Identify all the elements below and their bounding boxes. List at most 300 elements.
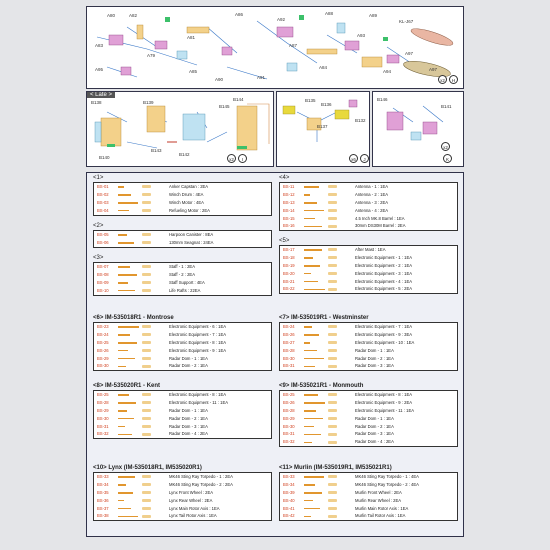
- part-row: [280, 489, 457, 497]
- part-code: BS-25: [97, 392, 109, 397]
- section-6: [93, 315, 272, 371]
- part-code: BS-34: [97, 481, 109, 487]
- part-description: Electronic Equipment - 8 : 1EA: [355, 392, 413, 397]
- part-drawing: [118, 202, 138, 204]
- part-description: Electronic Equipment - 11 : 1EA: [169, 399, 229, 405]
- part-drawing: [142, 491, 151, 494]
- part-description: Radar Dom - 2 : 1EA: [169, 415, 208, 421]
- part-drawing: [328, 475, 337, 478]
- part-drawing: [142, 417, 151, 420]
- part-drawing: [118, 266, 130, 268]
- part-label: A83: [95, 43, 104, 48]
- part-code: BS-02: [97, 191, 109, 197]
- part-code: BS-24: [97, 331, 109, 337]
- part-code: BS-15: [283, 215, 295, 221]
- part-description: Electronic Equipment - 8 : 1EA: [169, 339, 227, 345]
- part-drawing: [304, 218, 315, 220]
- part-row: [280, 399, 457, 407]
- part-label: B144: [233, 97, 244, 102]
- part-drawing: [328, 433, 337, 436]
- part-label: B145: [219, 104, 230, 109]
- part-drawing: [142, 349, 151, 352]
- section-11: [279, 465, 458, 521]
- part-code: BS-30: [97, 363, 109, 369]
- part-label: B142: [179, 152, 190, 157]
- section-3: [93, 255, 272, 296]
- part-row: [94, 505, 271, 513]
- part-description: Antenna - 4 : 2EA: [355, 207, 389, 213]
- part-label: A89: [369, 13, 378, 18]
- part-drawing: [142, 365, 151, 368]
- part-code: BS-09: [97, 279, 109, 285]
- part-drawing: [142, 515, 151, 518]
- part-code: BS-23: [97, 324, 109, 329]
- part-label: B132: [355, 118, 366, 123]
- part-row: [94, 199, 271, 207]
- part-row: [94, 183, 271, 191]
- part-label: KL-J67: [399, 19, 414, 24]
- part-code: BS-21: [283, 278, 295, 284]
- part-row: [94, 430, 271, 438]
- part-code: BS-26: [283, 399, 295, 405]
- part-code: BS-33: [97, 474, 109, 479]
- part-code: BS-13: [283, 199, 295, 205]
- part-code: BS-08: [97, 271, 109, 277]
- part-drawing: [142, 433, 151, 436]
- part-description: Antenna - 1 : 1EA: [355, 184, 389, 189]
- part-description: Electronic Equipment - 8 : 1EA: [169, 392, 227, 397]
- part-row: [94, 423, 271, 431]
- part-drawing: [328, 217, 337, 220]
- part-drawing: [142, 241, 151, 244]
- part-row: [280, 512, 457, 520]
- part-code: BS-28: [97, 399, 109, 405]
- part-drawing: [304, 358, 324, 360]
- part-code: BS-10: [97, 287, 109, 293]
- part-label: A97: [429, 67, 438, 72]
- quantity-badge: x2: [441, 142, 450, 151]
- part-row: [94, 489, 271, 497]
- part-drawing: [142, 425, 151, 428]
- part-row: [94, 239, 271, 247]
- part-code: BS-32: [283, 439, 295, 445]
- part-label: A91: [257, 75, 266, 80]
- part-row: [94, 355, 271, 363]
- part-label: B139: [143, 100, 154, 105]
- part-description: Staff - 1 : 2EA: [169, 264, 195, 269]
- part-drawing: [304, 442, 312, 444]
- part-code: BS-05: [97, 232, 109, 237]
- part-drawing: [304, 492, 322, 494]
- part-description: Electronic Equipment - 4 : 1EA: [355, 278, 413, 284]
- part-row: [280, 199, 457, 207]
- part-code: BS-36: [97, 497, 109, 503]
- part-drawing: [304, 402, 325, 404]
- part-description: 30mm DS30M Barrel : 2EA: [355, 223, 406, 229]
- part-drawing: [118, 508, 131, 510]
- part-code: BS-28: [283, 347, 295, 353]
- part-drawing: [304, 418, 323, 420]
- part-description: Electronic Equipment - 10 : 1EA: [355, 339, 415, 345]
- part-drawing: [118, 426, 125, 428]
- part-description: Radar Dom - 2 : 1EA: [355, 423, 394, 429]
- part-description: Radar Dom - 3 : 1EA: [169, 423, 208, 429]
- part-drawing: [304, 326, 312, 328]
- part-row: [94, 347, 271, 355]
- part-label: A85: [189, 69, 198, 74]
- part-row: [280, 246, 457, 254]
- section-title: <5>: [279, 238, 290, 244]
- part-drawing: [304, 273, 311, 275]
- part-drawing: [328, 425, 337, 428]
- part-row: [94, 362, 271, 370]
- part-row: [280, 473, 457, 481]
- top-assembly-panel: [86, 6, 464, 89]
- part-label: A87: [289, 43, 298, 48]
- step-badge: H: [449, 75, 458, 84]
- part-drawing: [118, 290, 135, 292]
- part-row: [94, 323, 271, 331]
- parts-box: [279, 245, 458, 294]
- part-code: BS-41: [283, 505, 295, 511]
- part-row: [280, 423, 457, 431]
- part-code: BS-34: [283, 481, 295, 487]
- part-code: BS-19: [283, 262, 295, 268]
- part-drawing: [142, 483, 151, 486]
- part-drawing: [142, 265, 151, 268]
- part-drawing: [328, 185, 337, 188]
- part-drawing: [142, 409, 151, 412]
- part-drawing: [304, 249, 322, 251]
- parts-box: [279, 472, 458, 521]
- part-drawing: [328, 401, 337, 404]
- part-description: Harpoon Canister : 8EA: [169, 232, 214, 237]
- section-1: [93, 175, 272, 216]
- part-row: [280, 481, 457, 489]
- part-drawing: [304, 194, 310, 196]
- part-drawing: [304, 394, 318, 396]
- part-description: Electronic Equipment - 9 : 2EA: [355, 399, 413, 405]
- part-row: [94, 263, 271, 271]
- part-drawing: [142, 325, 151, 328]
- part-description: Lynx Main Rotor Axis : 1EA: [169, 505, 220, 511]
- part-code: BS-29: [283, 415, 295, 421]
- step-badge: J: [360, 154, 369, 163]
- section-title: <8> IM-535020R1 - Kent: [93, 383, 161, 389]
- part-code: BS-29: [97, 355, 109, 361]
- parts-box: [93, 390, 272, 439]
- part-label: A92: [277, 17, 286, 22]
- part-drawing: [142, 333, 151, 336]
- part-description: Electronic Equipment - 6 : 1EA: [169, 324, 227, 329]
- part-description: Electronic Equipment - 7 : 1EA: [169, 331, 227, 337]
- part-drawing: [328, 393, 337, 396]
- part-drawing: [118, 326, 139, 328]
- part-drawing: [142, 201, 151, 204]
- part-description: Winch Motor : 4EA: [169, 199, 204, 205]
- part-row: [94, 407, 271, 415]
- part-description: Radar Dom - 4 : 2EA: [169, 431, 208, 437]
- part-drawing: [118, 410, 127, 412]
- quantity-badge: x2: [438, 75, 447, 84]
- part-row: [280, 191, 457, 199]
- part-label: A84: [319, 65, 328, 70]
- part-drawing: [142, 281, 151, 284]
- part-row: [280, 339, 457, 347]
- part-drawing: [328, 507, 337, 510]
- part-code: BS-07: [97, 264, 109, 269]
- part-drawing: [328, 264, 337, 267]
- part-row: [280, 215, 457, 223]
- part-row: [94, 207, 271, 215]
- parts-box: [93, 322, 272, 371]
- part-drawing: [118, 516, 138, 518]
- part-label: B135: [305, 98, 316, 103]
- part-row: [94, 473, 271, 481]
- step-badge: I: [238, 154, 247, 163]
- part-row: [94, 279, 271, 287]
- part-code: BS-06: [97, 239, 109, 245]
- part-code: BS-39: [283, 489, 295, 495]
- part-code: BS-04: [97, 207, 109, 213]
- part-code: BS-24: [283, 324, 295, 329]
- part-drawing: [118, 334, 130, 336]
- section-title: <4>: [279, 175, 290, 181]
- part-drawing: [304, 289, 325, 291]
- part-label: B140: [99, 155, 110, 160]
- part-code: BS-32: [97, 431, 109, 437]
- part-description: Antenna - 2 : 1EA: [355, 191, 389, 197]
- part-drawing: [118, 492, 133, 494]
- part-row: [280, 222, 457, 230]
- part-drawing: [142, 193, 151, 196]
- part-description: Murlin Tail Rotor Axis : 1EA: [355, 513, 406, 519]
- part-drawing: [142, 289, 151, 292]
- part-code: BS-27: [283, 339, 295, 345]
- part-label: A82: [129, 13, 138, 18]
- section-5: [279, 238, 458, 294]
- section-title: <7> IM-535019R1 - Westminster: [279, 315, 369, 321]
- part-label: A94: [383, 69, 392, 74]
- part-row: [280, 430, 457, 438]
- part-row: [280, 505, 457, 513]
- part-row: [94, 399, 271, 407]
- part-drawing: [118, 186, 124, 188]
- section-title: <10> Lynx (IM-535018R1, IM535020R1): [93, 465, 202, 471]
- part-drawing: [304, 334, 319, 336]
- part-drawing: [142, 185, 151, 188]
- part-row: [94, 191, 271, 199]
- part-description: Lynx Rear Wheel : 2EA: [169, 497, 213, 503]
- part-description: Radar Dom - 1 : 1EA: [355, 347, 394, 353]
- part-description: Lynx Front Wheel : 2EA: [169, 489, 214, 495]
- part-code: BS-31: [283, 363, 295, 369]
- part-label: A88: [325, 11, 334, 16]
- part-description: 4.5 Inch MK.8 Barrel : 1EA: [355, 215, 405, 221]
- section-title: <9> IM-535021R1 - Monmouth: [279, 383, 364, 389]
- part-row: [280, 331, 457, 339]
- section-title: <11> Murlin (IM-535019R1, IM535021R1): [279, 465, 392, 471]
- part-drawing: [118, 350, 128, 352]
- part-description: Electronic Equipment - 3 : 1EA: [355, 270, 413, 276]
- part-row: [94, 287, 271, 295]
- part-description: Electronic Equipment - 11 : 1EA: [355, 407, 415, 413]
- part-drawing: [118, 234, 127, 236]
- part-code: BS-11: [283, 184, 295, 189]
- part-drawing: [304, 265, 320, 267]
- part-drawing: [118, 394, 129, 396]
- late-left-panel: [86, 91, 274, 167]
- parts-box: [93, 230, 272, 248]
- part-description: Electronic Equipment - 9 : 3EA: [355, 331, 413, 337]
- part-description: Electronic Equipment - 7 : 1EA: [355, 324, 413, 329]
- part-drawing: [328, 365, 337, 368]
- part-drawing: [118, 500, 124, 502]
- part-description: Murlin Front Wheel : 2EA: [355, 489, 402, 495]
- part-label: A95: [95, 67, 104, 72]
- section-9: [279, 383, 458, 447]
- late-mid-panel: [276, 91, 370, 167]
- part-drawing: [118, 342, 137, 344]
- part-description: Staff Support : 4EA: [169, 279, 205, 285]
- part-description: Radar Dom - 2 : 1EA: [169, 363, 208, 369]
- section-4: [279, 175, 458, 231]
- part-description: Refueling Motor : 2EA: [169, 207, 210, 213]
- part-code: BS-30: [283, 355, 295, 361]
- part-code: BS-37: [97, 505, 109, 511]
- part-drawing: [304, 350, 317, 352]
- part-drawing: [304, 508, 320, 510]
- parts-box: [93, 472, 272, 521]
- part-row: [94, 391, 271, 399]
- part-description: Electronic Equipment - 2 : 1EA: [355, 262, 413, 268]
- part-drawing: [118, 210, 129, 212]
- part-drawing: [118, 484, 126, 486]
- part-description: MK46 Sting Ray Torpedo - 1 : 2EA: [169, 474, 233, 479]
- part-code: BS-25: [97, 339, 109, 345]
- part-drawing: [328, 441, 337, 444]
- part-row: [94, 271, 271, 279]
- part-drawing: [328, 341, 337, 344]
- part-drawing: [328, 256, 337, 259]
- part-code: BS-12: [283, 191, 295, 197]
- part-drawing: [328, 272, 337, 275]
- part-drawing: [118, 418, 134, 420]
- part-code: BS-28: [283, 407, 295, 413]
- part-label: A81: [187, 35, 196, 40]
- part-drawing: [304, 516, 311, 518]
- part-drawing: [304, 186, 319, 188]
- part-drawing: [304, 202, 317, 204]
- part-label: A79: [147, 53, 156, 58]
- part-label: B143: [151, 148, 162, 153]
- part-label: A90: [215, 77, 224, 82]
- part-drawing: [118, 358, 135, 360]
- section-title: <2>: [93, 223, 104, 229]
- part-drawing: [142, 341, 151, 344]
- part-row: [280, 362, 457, 370]
- part-drawing: [304, 426, 314, 428]
- part-row: [280, 497, 457, 505]
- part-drawing: [328, 349, 337, 352]
- part-code: BS-40: [283, 497, 295, 503]
- part-description: Electronic Equipment - 1 : 1EA: [355, 254, 413, 260]
- part-description: Radar Dom - 1 : 1EA: [355, 415, 394, 421]
- part-description: Lynx Tail Rotor Axis : 1EA: [169, 513, 217, 519]
- part-row: [280, 323, 457, 331]
- section-7: [279, 315, 458, 371]
- part-drawing: [328, 483, 337, 486]
- part-code: BS-20: [283, 270, 295, 276]
- part-code: BS-30: [97, 415, 109, 421]
- part-label: B137: [317, 124, 328, 129]
- part-row: [94, 415, 271, 423]
- part-row: [280, 254, 457, 262]
- part-code: BS-03: [97, 199, 109, 205]
- parts-box: [93, 262, 272, 296]
- part-label: B138: [91, 100, 102, 105]
- part-drawing: [118, 274, 137, 276]
- part-row: [94, 331, 271, 339]
- part-label: A97: [405, 51, 414, 56]
- part-drawing: [142, 209, 151, 212]
- step-badge: K: [443, 154, 452, 163]
- parts-box: [279, 390, 458, 447]
- part-description: Murlin Main Rotor Axis : 1EA: [355, 505, 409, 511]
- part-row: [94, 339, 271, 347]
- part-description: MK46 Sting Ray Torpedo - 1 : 4EA: [355, 474, 419, 479]
- part-description: Electronic Equipment - 9 : 1EA: [169, 347, 227, 353]
- section-title: <6> IM-535018R1 - Montrose: [93, 315, 174, 321]
- part-description: Murlin Rear Wheel : 2EA: [355, 497, 402, 503]
- section-title: <3>: [93, 255, 104, 261]
- part-description: Radar Dom - 3 : 1EA: [355, 363, 394, 369]
- part-drawing: [142, 233, 151, 236]
- part-description: Antenna - 3 : 2EA: [355, 199, 389, 205]
- part-drawing: [328, 491, 337, 494]
- part-drawing: [328, 499, 337, 502]
- part-drawing: [118, 242, 134, 244]
- part-code: BS-16: [283, 223, 295, 229]
- part-description: Anker Capstan : 2EA: [169, 184, 209, 189]
- part-description: Radar Dom - 1 : 1EA: [169, 355, 208, 361]
- part-drawing: [304, 434, 321, 436]
- part-drawing: [142, 357, 151, 360]
- part-row: [94, 231, 271, 239]
- part-code: BS-26: [97, 347, 109, 353]
- part-row: [280, 391, 457, 399]
- part-drawing: [328, 357, 337, 360]
- late-right-panel: [372, 91, 464, 167]
- quantity-badge: x2: [227, 154, 236, 163]
- part-drawing: [328, 209, 337, 212]
- part-label: A80: [107, 13, 116, 18]
- part-row: [280, 355, 457, 363]
- part-description: MK46 Sting Ray Torpedo - 2 : 2EA: [169, 481, 233, 487]
- part-description: After Mast : 1EA: [355, 247, 386, 252]
- part-row: [280, 278, 457, 286]
- part-drawing: [328, 409, 337, 412]
- part-row: [94, 512, 271, 520]
- part-code: BS-31: [283, 431, 295, 437]
- part-drawing: [142, 475, 151, 478]
- late-tag: < Late >: [87, 92, 115, 98]
- part-drawing: [304, 476, 324, 478]
- part-drawing: [328, 333, 337, 336]
- part-drawing: [142, 507, 151, 510]
- part-drawing: [304, 410, 316, 412]
- part-drawing: [328, 280, 337, 283]
